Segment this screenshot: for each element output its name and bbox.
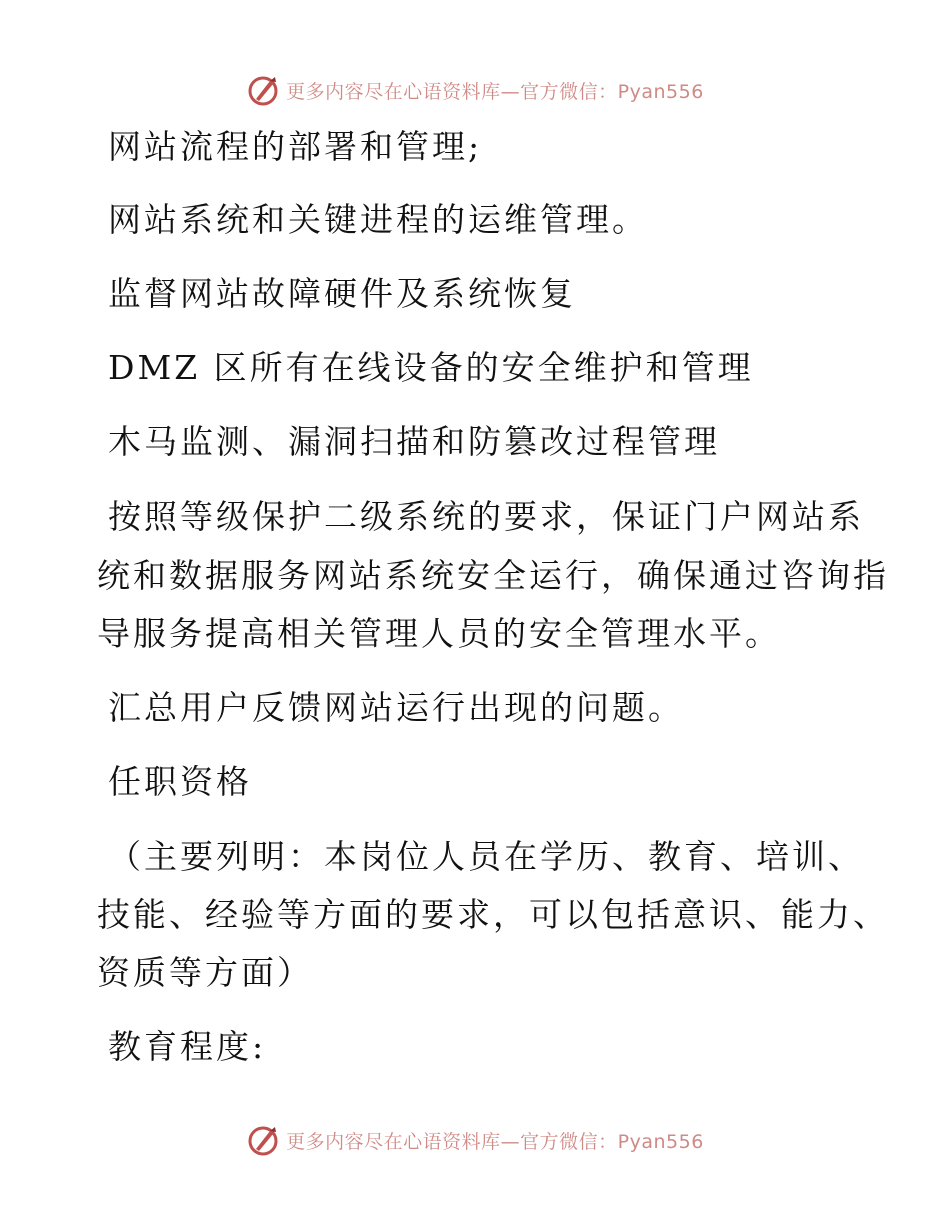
quill-logo-icon [246, 1123, 280, 1157]
text-line: 网站系统和关键进程的运维管理。 [108, 200, 648, 239]
text-line: 技能、经验等方面的要求，可以包括意识、能力、 [97, 895, 889, 934]
footer-watermark [0, 1120, 950, 1160]
section-heading: 任职资格 [108, 762, 252, 801]
text-line: 监督网站故障硬件及系统恢复 [108, 274, 576, 313]
text-line: 导服务提高相关管理人员的安全管理水平。 [97, 614, 781, 653]
text-line: 汇总用户反馈网站运行出现的问题。 [108, 688, 684, 727]
text-line: 木马监测、漏洞扫描和防篡改过程管理 [108, 422, 720, 461]
watermark-text: 更多内容尽在心语资料库—官方微信：Pyan556 [286, 1130, 704, 1153]
watermark-text: 更多内容尽在心语资料库—官方微信：Pyan556 [286, 80, 704, 103]
text-line: 按照等级保护二级系统的要求，保证门户网站系 [108, 497, 864, 536]
text-line: 教育程度: [108, 1027, 267, 1066]
quill-logo-icon [246, 73, 280, 107]
text-line: 统和数据服务网站系统安全运行，确保通过咨询指 [97, 556, 889, 595]
text-line: DMZ 区所有在线设备的安全维护和管理 [108, 348, 754, 387]
text-line: （主要列明：本岗位人员在学历、教育、培训、 [108, 837, 864, 876]
text-line: 资质等方面） [97, 953, 313, 992]
header-watermark [0, 70, 950, 110]
text-line: 网站流程的部署和管理; [108, 127, 483, 166]
